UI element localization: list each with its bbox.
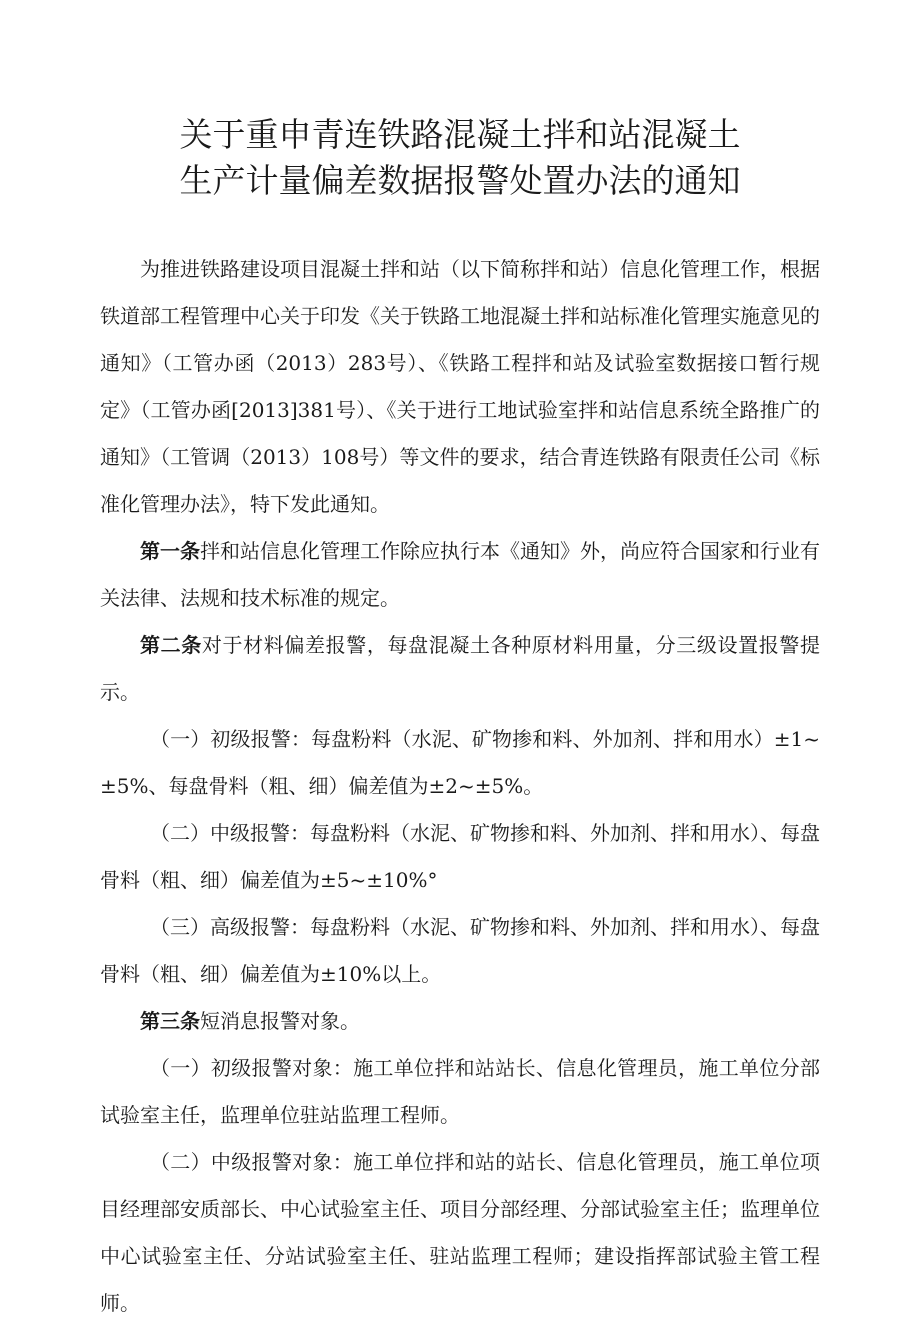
article-3-item-1: （一）初级报警对象：施工单位拌和站站长、信息化管理员，施工单位分部试验室主任，监理单位驻站监理工程师。 — [100, 1056, 820, 1127]
article-3-lead: 第三条 — [140, 1009, 200, 1033]
article-1 — [100, 528, 820, 622]
article-2 — [100, 622, 820, 716]
article-1-lead: 第一条 — [140, 539, 200, 563]
article-2-lead: 第二条 — [140, 633, 202, 657]
article-1-text: 拌和站信息化管理工作除应执行本《通知》外，尚应符合国家和行业有关法律、法规和技术标准的规定。 — [100, 539, 820, 610]
article-2-item-2: （二）中级报警：每盘粉料（水泥、矿物掺和料、外加剂、拌和用水）、每盘骨料（粗、细）偏差值为±5~±10%° — [100, 821, 820, 892]
document-title — [100, 112, 820, 204]
article-3-text: 短消息报警对象。 — [200, 1009, 360, 1033]
article-3-item-2: （二）中级报警对象：施工单位拌和站的站长、信息化管理员，施工单位项目经理部安质部长、中心试验室主任、项目分部经理、分部试验室主任；监理单位中心试验室主任、分站试验室主任、驻站监理工程师；建设指挥部试验主管工程师。 — [100, 1150, 820, 1315]
title-line-1: 关于重申青连铁路混凝土拌和站混凝土 — [179, 115, 741, 154]
intro-paragraph: 为推进铁路建设项目混凝土拌和站（以下简称拌和站）信息化管理工作，根据铁道部工程管理中心关于印发《关于铁路工地混凝土拌和站标准化管理实施意见的通知》（工管办函（2013）283号）、《铁路工程拌和站及试验室数据接口暂行规定》（工管办函[2013]381号）、《关于进行工地试验室拌和站信息系统全路推广的通知》（工管调（2013）108号）等文件的要求，结合青连铁路有限责任公司《标准化管理办法》，特下发此通知。 — [100, 257, 820, 516]
article-3 — [100, 998, 820, 1045]
article-2-text: 对于材料偏差报警，每盘混凝土各种原材料用量，分三级设置报警提示。 — [100, 633, 820, 704]
article-2-item-3: （三）高级报警：每盘粉料（水泥、矿物掺和料、外加剂、拌和用水）、每盘骨料（粗、细）偏差值为±10%以上。 — [100, 915, 820, 986]
title-line-2: 生产计量偏差数据报警处置办法的通知 — [179, 161, 741, 200]
article-2-item-1: （一）初级报警：每盘粉料（水泥、矿物掺和料、外加剂、拌和用水）±1~±5%、每盘骨料（粗、细）偏差值为±2~±5%。 — [100, 727, 820, 798]
